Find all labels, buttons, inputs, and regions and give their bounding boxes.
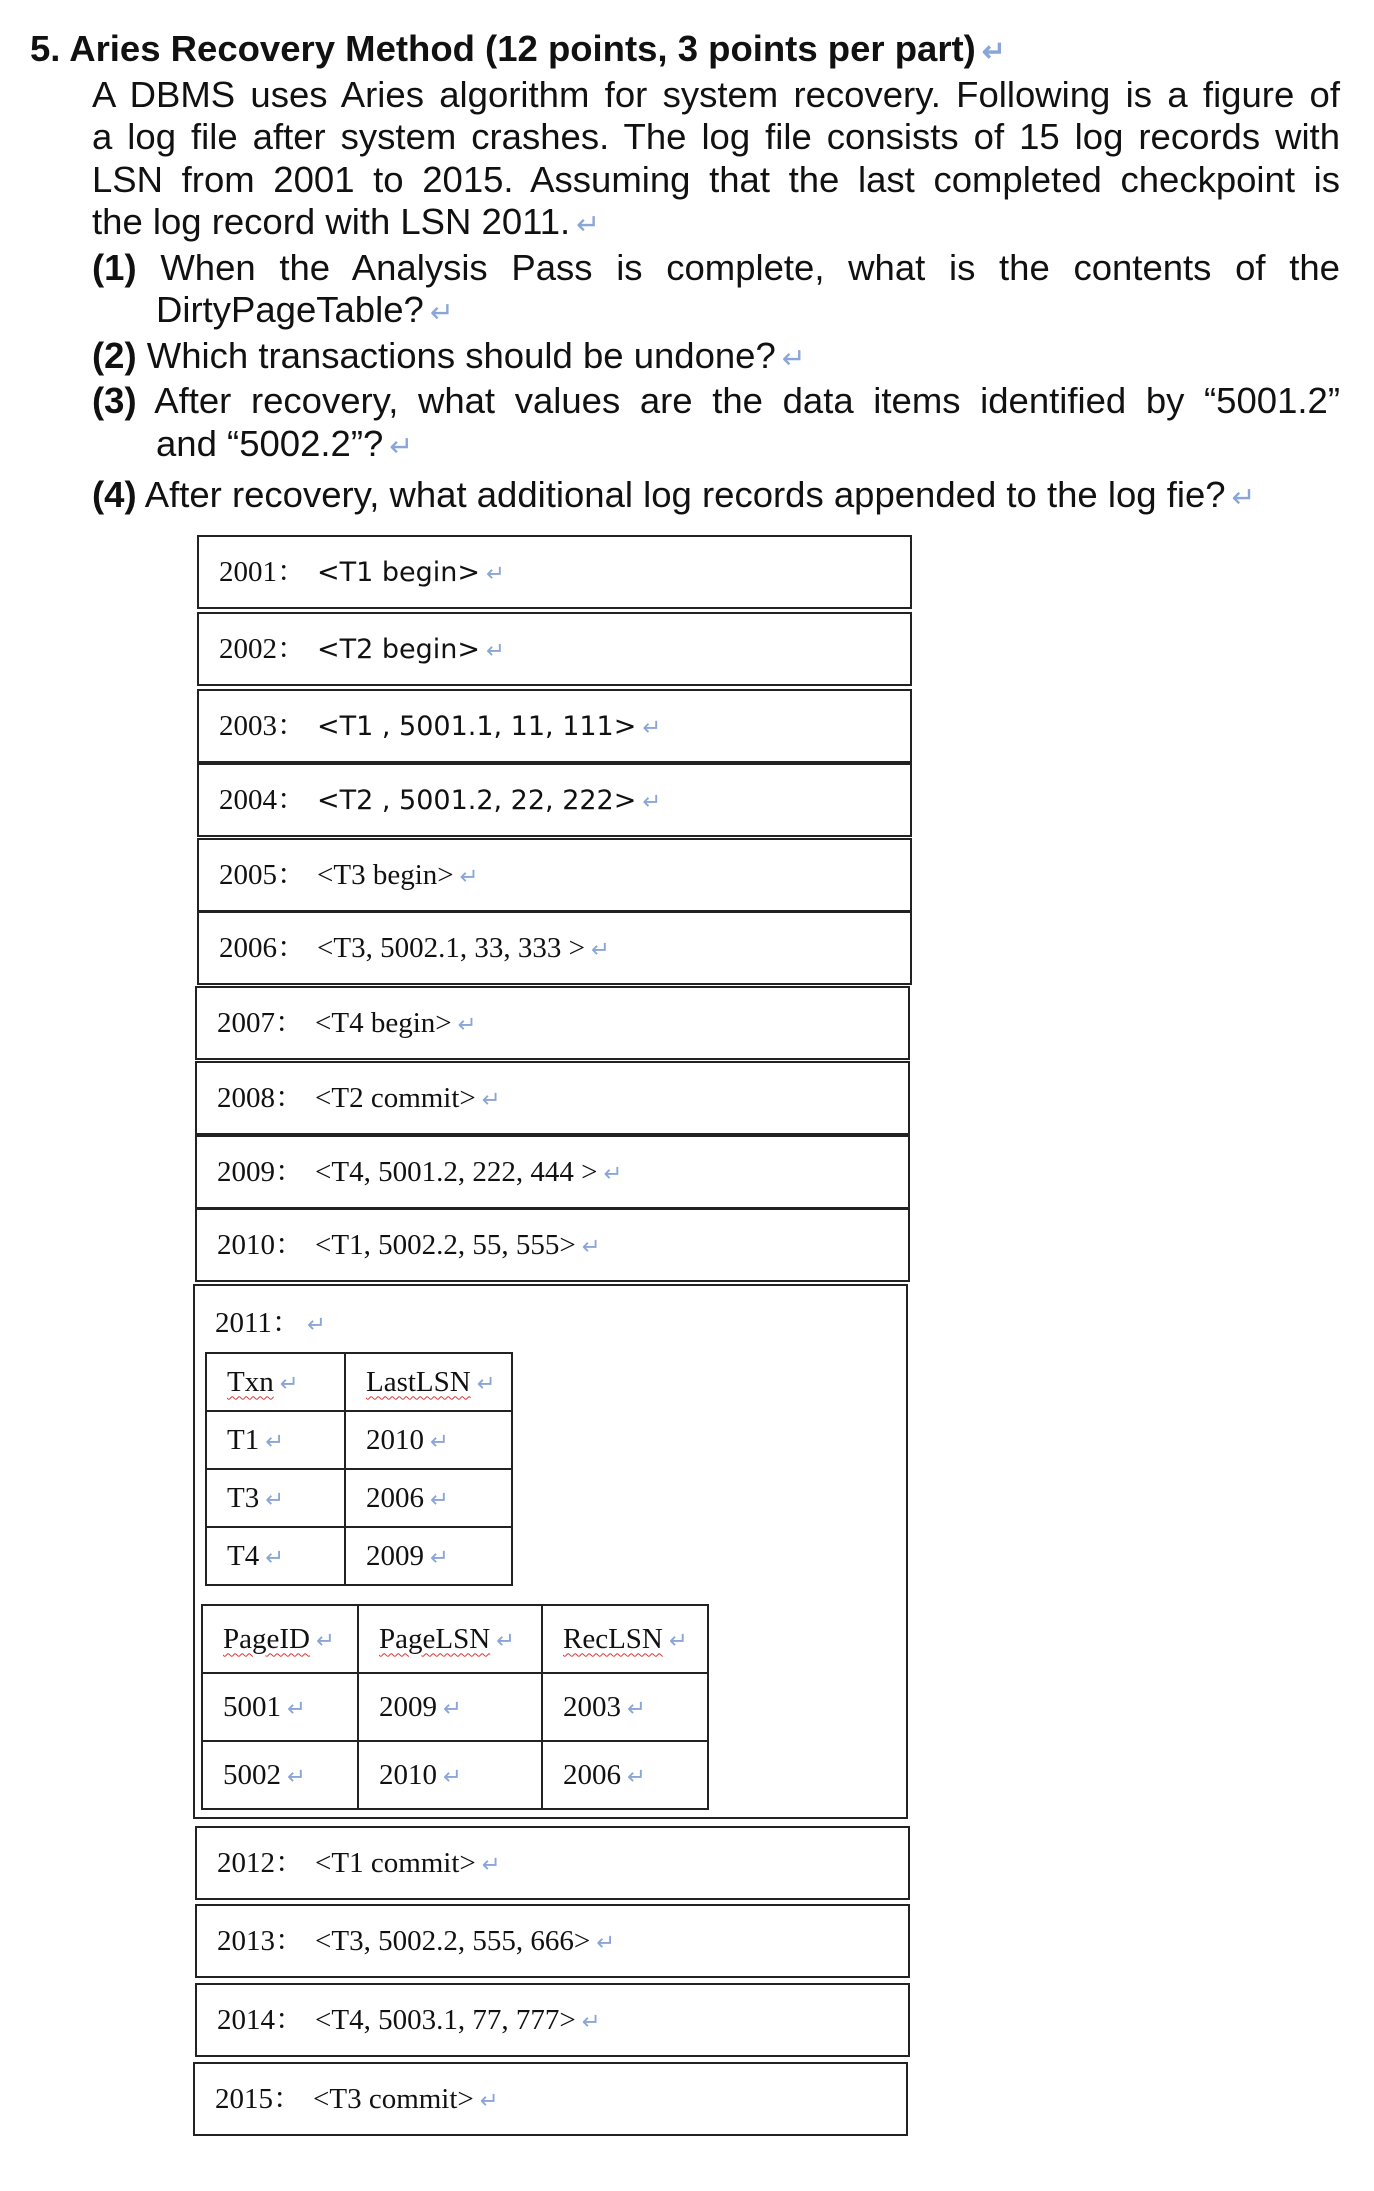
log-text: <T1 begin> — [317, 557, 481, 588]
question-title-text: 5. Aries Recovery Method (12 points, 3 points per part) — [30, 28, 976, 69]
part-text: and “5002.2”? — [156, 422, 384, 464]
intro-line-last — [92, 201, 1340, 247]
return-mark-icon: ↵ — [481, 1087, 501, 1112]
log-record — [195, 1904, 910, 1978]
return-mark-icon: ↵ — [287, 1695, 306, 1721]
part-text: Which transactions should be undone? — [146, 334, 776, 376]
log-lsn: 2001： — [219, 556, 307, 588]
return-mark-icon: ↵ — [781, 342, 806, 375]
return-mark-icon: ↵ — [668, 1627, 688, 1653]
cell-text: T1 — [227, 1423, 260, 1456]
pagelsn-header: PageLSN — [379, 1622, 491, 1655]
question-part-2 — [30, 335, 1340, 381]
return-mark-icon: ↵ — [581, 2009, 601, 2034]
log-record — [197, 838, 912, 912]
part-line — [92, 335, 1340, 381]
log-lsn: 2003： — [219, 710, 307, 742]
table-cell — [542, 1741, 708, 1809]
question-part-3 — [30, 380, 1340, 468]
return-mark-icon: ↵ — [265, 1428, 285, 1454]
part-text: DirtyPageTable? — [156, 289, 424, 330]
log-record — [195, 986, 910, 1060]
return-mark-icon: ↵ — [576, 209, 601, 241]
return-mark-icon: ↵ — [476, 1370, 496, 1396]
return-mark-icon: ↵ — [627, 1763, 646, 1789]
log-text: <T1 , 5001.1, 11, 111> — [317, 711, 637, 742]
part-number: (2) — [92, 334, 137, 376]
table-header — [202, 1605, 358, 1673]
log-record — [197, 763, 912, 837]
question-title — [30, 28, 1340, 74]
return-mark-icon: ↵ — [443, 1695, 462, 1721]
part-line — [92, 474, 1340, 520]
table-cell — [345, 1527, 512, 1585]
part-line-cont — [92, 289, 1340, 335]
log-lsn: 2006： — [219, 932, 307, 964]
part-number: (1) — [92, 246, 137, 288]
return-mark-icon: ↵ — [429, 297, 454, 329]
log-lsn: 2004： — [219, 784, 307, 816]
table-row — [206, 1411, 512, 1469]
log-record — [197, 689, 912, 763]
reclsn-header: RecLSN — [563, 1622, 663, 1655]
log-text: <T3 commit> — [313, 2083, 474, 2115]
log-record — [197, 535, 912, 609]
log-lsn: 2014： — [217, 2004, 305, 2036]
log-lsn: 2002： — [219, 633, 307, 665]
log-record — [197, 911, 912, 985]
return-mark-icon: ↵ — [430, 1428, 449, 1454]
log-text: <T3, 5002.1, 33, 333 > — [317, 932, 585, 964]
return-mark-icon: ↵ — [603, 1161, 623, 1186]
intro-line: LSN from 2001 to 2015. Assuming that the last completed checkpoint is — [92, 158, 1340, 200]
log-lsn: 2015： — [215, 2083, 303, 2115]
table-header — [345, 1353, 512, 1411]
cell-text: 5002 — [223, 1758, 281, 1791]
log-text: <T1, 5002.2, 55, 555> — [315, 1229, 576, 1261]
table-row — [202, 1673, 708, 1741]
log-record — [195, 1983, 910, 2057]
question-part-4 — [30, 474, 1340, 520]
cell-text: 2003 — [563, 1690, 621, 1723]
return-mark-icon: ↵ — [457, 1012, 477, 1037]
part-line — [92, 380, 1340, 423]
table-header — [542, 1605, 708, 1673]
log-text: <T2 , 5001.2, 22, 222> — [317, 785, 637, 816]
table-cell — [202, 1673, 358, 1741]
table-cell — [345, 1469, 512, 1527]
part-number: (3) — [92, 380, 137, 421]
return-mark-icon: ↵ — [486, 638, 505, 663]
table-cell — [345, 1411, 512, 1469]
return-mark-icon: ↵ — [481, 1852, 501, 1877]
return-mark-icon: ↵ — [430, 1544, 449, 1570]
intro-line-text: the log record with LSN 2011. — [92, 201, 571, 242]
return-mark-icon: ↵ — [479, 2088, 499, 2113]
intro-line: A DBMS uses Aries algorithm for system recovery. Following is a figure of — [92, 73, 1340, 115]
return-mark-icon: ↵ — [627, 1695, 646, 1721]
return-mark-icon: ↵ — [306, 1312, 326, 1337]
part-text: After recovery, what values are the data items identified by “5001.2” — [154, 380, 1340, 421]
log-lsn: 2012： — [217, 1847, 305, 1879]
return-mark-icon: ↵ — [287, 1763, 306, 1789]
part-line — [92, 247, 1340, 290]
table-header-row — [202, 1605, 708, 1673]
table-cell — [206, 1527, 345, 1585]
log-record — [193, 2062, 908, 2136]
log-lsn: 2007： — [217, 1007, 305, 1039]
return-mark-icon: ↵ — [642, 789, 662, 814]
table-header — [358, 1605, 542, 1673]
table-header-row — [206, 1353, 512, 1411]
intro-line: a log file after system crashes. The log file consists of 15 log records with — [92, 116, 1340, 157]
question-block — [30, 28, 1340, 520]
log-record — [195, 1826, 910, 1900]
return-mark-icon: ↵ — [389, 430, 414, 463]
part-line-cont — [92, 423, 1340, 469]
log-lsn: 2009： — [217, 1156, 305, 1188]
table-row — [206, 1527, 512, 1585]
transaction-table — [205, 1352, 513, 1586]
log-lsn: 2010： — [217, 1229, 305, 1261]
dirty-page-table — [201, 1604, 709, 1810]
checkpoint-lsn-row — [215, 1300, 326, 1341]
table-header — [206, 1353, 345, 1411]
table-cell — [206, 1469, 345, 1527]
return-mark-icon: ↵ — [581, 1234, 601, 1259]
table-cell — [358, 1741, 542, 1809]
log-text: <T1 commit> — [315, 1847, 476, 1879]
cell-text: 2006 — [563, 1758, 621, 1791]
question-part-1 — [30, 247, 1340, 335]
log-lsn: 2005： — [219, 859, 307, 891]
return-mark-icon: ↵ — [265, 1486, 285, 1512]
log-text: <T3 begin> — [317, 859, 454, 891]
log-lsn: 2013： — [217, 1925, 305, 1957]
return-mark-icon: ↵ — [1231, 482, 1256, 514]
table-cell — [542, 1673, 708, 1741]
table-cell — [202, 1741, 358, 1809]
return-mark-icon: ↵ — [279, 1370, 299, 1396]
cell-text: T4 — [227, 1539, 260, 1572]
log-text: <T2 begin> — [317, 634, 481, 665]
cell-text: T3 — [227, 1481, 260, 1514]
log-text: <T4, 5001.2, 222, 444 > — [315, 1156, 598, 1188]
log-text: <T4, 5003.1, 77, 777> — [315, 2004, 576, 2036]
return-mark-icon: ↵ — [496, 1627, 516, 1653]
question-intro — [30, 74, 1340, 247]
log-record — [197, 612, 912, 686]
cell-text: 2006 — [366, 1481, 424, 1514]
cell-text: 2010 — [366, 1423, 424, 1456]
table-row — [206, 1469, 512, 1527]
cell-text: 5001 — [223, 1690, 281, 1723]
return-mark-icon: ↵ — [642, 715, 662, 740]
log-lsn: 2008： — [217, 1082, 305, 1114]
table-cell — [358, 1673, 542, 1741]
return-mark-icon: ↵ — [981, 36, 1006, 68]
log-record — [195, 1135, 910, 1209]
return-mark-icon: ↵ — [443, 1763, 462, 1789]
return-mark-icon: ↵ — [430, 1486, 449, 1512]
log-text: <T2 commit> — [315, 1082, 476, 1114]
log-record — [195, 1061, 910, 1135]
checkpoint-record — [193, 1284, 908, 1819]
return-mark-icon: ↵ — [590, 937, 610, 962]
cell-text: 2009 — [366, 1539, 424, 1572]
txn-header: Txn — [227, 1365, 274, 1398]
pageid-header: PageID — [223, 1622, 310, 1655]
return-mark-icon: ↵ — [486, 561, 505, 586]
part-text: When the Analysis Pass is complete, what is the contents of the — [160, 246, 1340, 288]
cell-text: 2010 — [379, 1758, 437, 1791]
log-text: <T3, 5002.2, 555, 666> — [315, 1925, 591, 1957]
return-mark-icon: ↵ — [596, 1930, 616, 1955]
part-text: After recovery, what additional log records appended to the log fie? — [144, 474, 1226, 515]
part-number: (4) — [92, 474, 137, 515]
log-record — [195, 1208, 910, 1282]
log-text: <T4 begin> — [315, 1007, 452, 1039]
cell-text: 2009 — [379, 1690, 437, 1723]
return-mark-icon: ↵ — [265, 1544, 285, 1570]
return-mark-icon: ↵ — [315, 1627, 335, 1653]
table-row — [202, 1741, 708, 1809]
table-cell — [206, 1411, 345, 1469]
return-mark-icon: ↵ — [459, 864, 479, 889]
log-lsn: 2011： — [215, 1307, 301, 1339]
lastlsn-header: LastLSN — [366, 1365, 471, 1398]
